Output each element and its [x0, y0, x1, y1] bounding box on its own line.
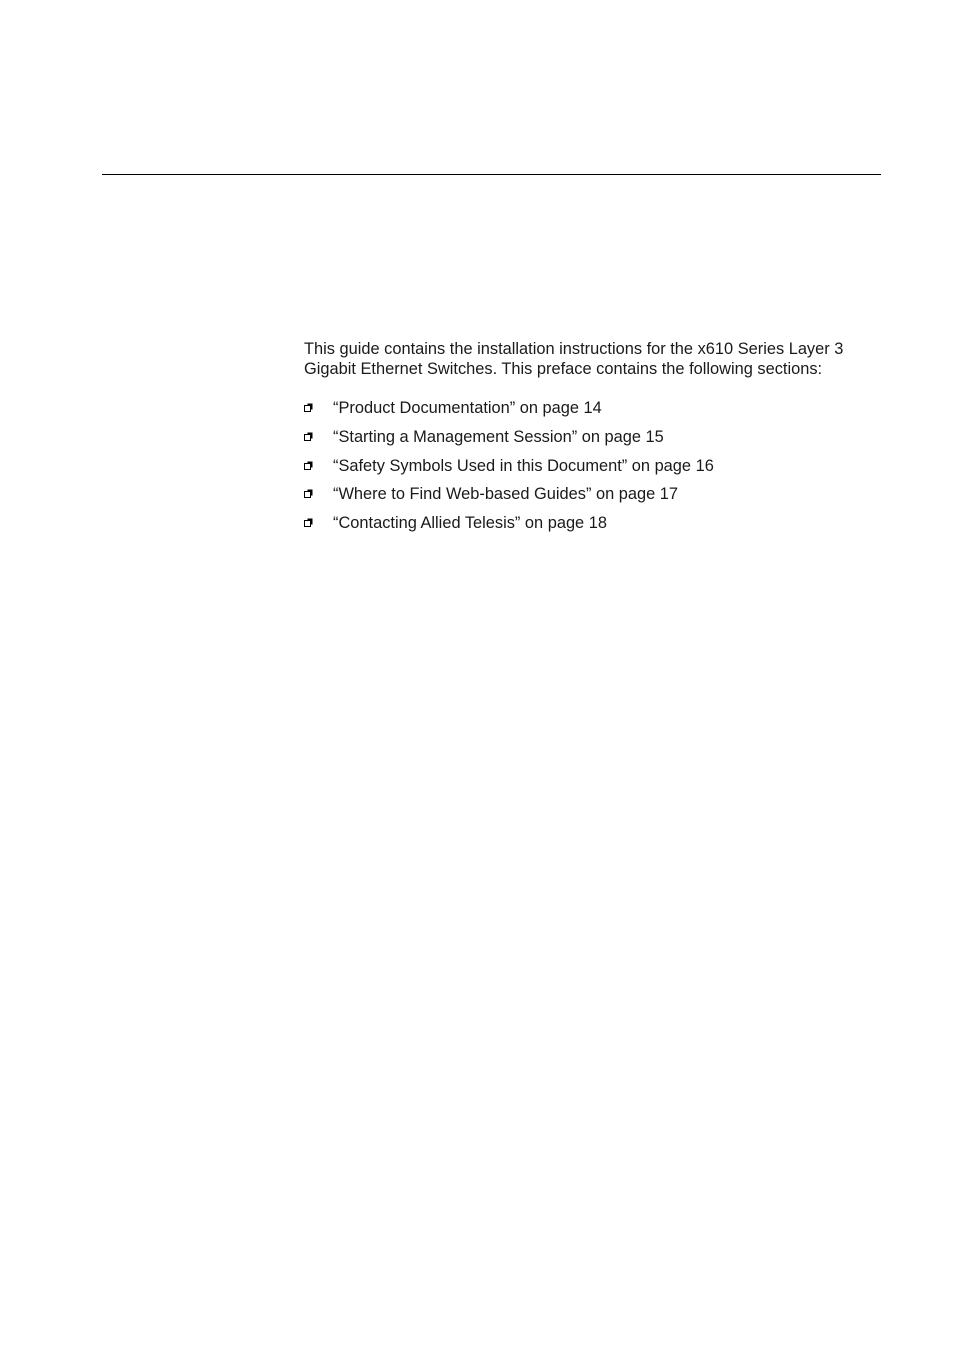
hollow-square-bullet-icon [304, 518, 313, 527]
section-link[interactable]: “Where to Find Web-based Guides” on page 17 [333, 485, 679, 504]
section-list-item[interactable] [304, 427, 904, 456]
section-list-item[interactable] [304, 456, 904, 485]
hollow-square-bullet-icon [304, 461, 313, 470]
section-link[interactable]: “Safety Symbols Used in this Document” on page 16 [333, 456, 714, 475]
section-list-item[interactable] [304, 398, 904, 427]
section-list-item[interactable] [304, 513, 904, 542]
hollow-square-bullet-icon [304, 403, 313, 412]
preface-content [304, 339, 904, 542]
header-rule [102, 174, 881, 175]
section-link[interactable]: “Starting a Management Session” on page 15 [333, 427, 664, 446]
section-link[interactable]: “Product Documentation” on page 14 [333, 399, 602, 417]
section-link[interactable]: “Contacting Allied Telesis” on page 18 [333, 514, 607, 533]
intro-paragraph: This guide contains the installation instructions for the x610 Series Layer 3 Gigabit Ethernet Switches. This preface contains the following sections: [304, 340, 844, 378]
hollow-square-bullet-icon [304, 489, 313, 498]
section-list [304, 398, 904, 542]
section-list-item[interactable] [304, 484, 904, 513]
hollow-square-bullet-icon [304, 432, 313, 441]
